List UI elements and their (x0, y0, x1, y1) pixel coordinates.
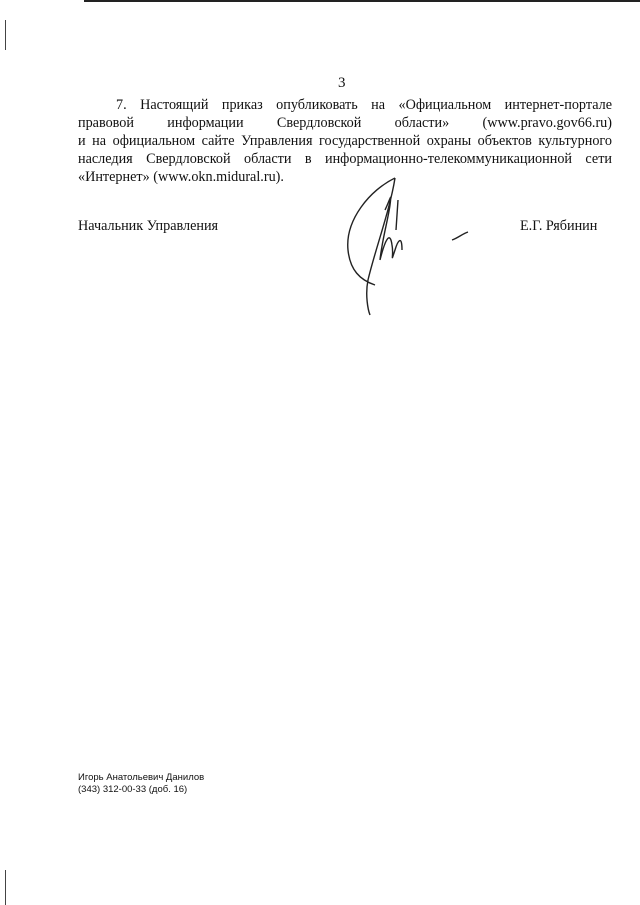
scan-edge-mark (5, 870, 6, 905)
handwritten-signature (340, 170, 480, 320)
paragraph-line: 7. Настоящий приказ опубликовать на «Официальном интернет-портале (116, 97, 612, 113)
paragraph-line: наследия Свердловской области в информационно-телекоммуникационной сети (78, 151, 612, 167)
executor-phone: (343) 312-00-33 (доб. 16) (78, 784, 188, 795)
paragraph-line: и на официальном сайте Управления государственной охраны объектов культурного (78, 133, 612, 149)
paragraph-line: «Интернет» (www.okn.midural.ru). (78, 169, 284, 185)
paragraph-line: правовой информации Свердловской области» (www.pravo.gov66.ru) (78, 115, 612, 131)
executor-info (78, 772, 204, 796)
signatory-name: Е.Г. Рябинин (520, 218, 598, 234)
top-border-line (84, 0, 640, 2)
executor-name: Игорь Анатольевич Данилов (78, 772, 205, 783)
scan-edge-mark (5, 20, 6, 50)
signatory-title: Начальник Управления (78, 218, 219, 234)
page-number: 3 (338, 75, 346, 91)
